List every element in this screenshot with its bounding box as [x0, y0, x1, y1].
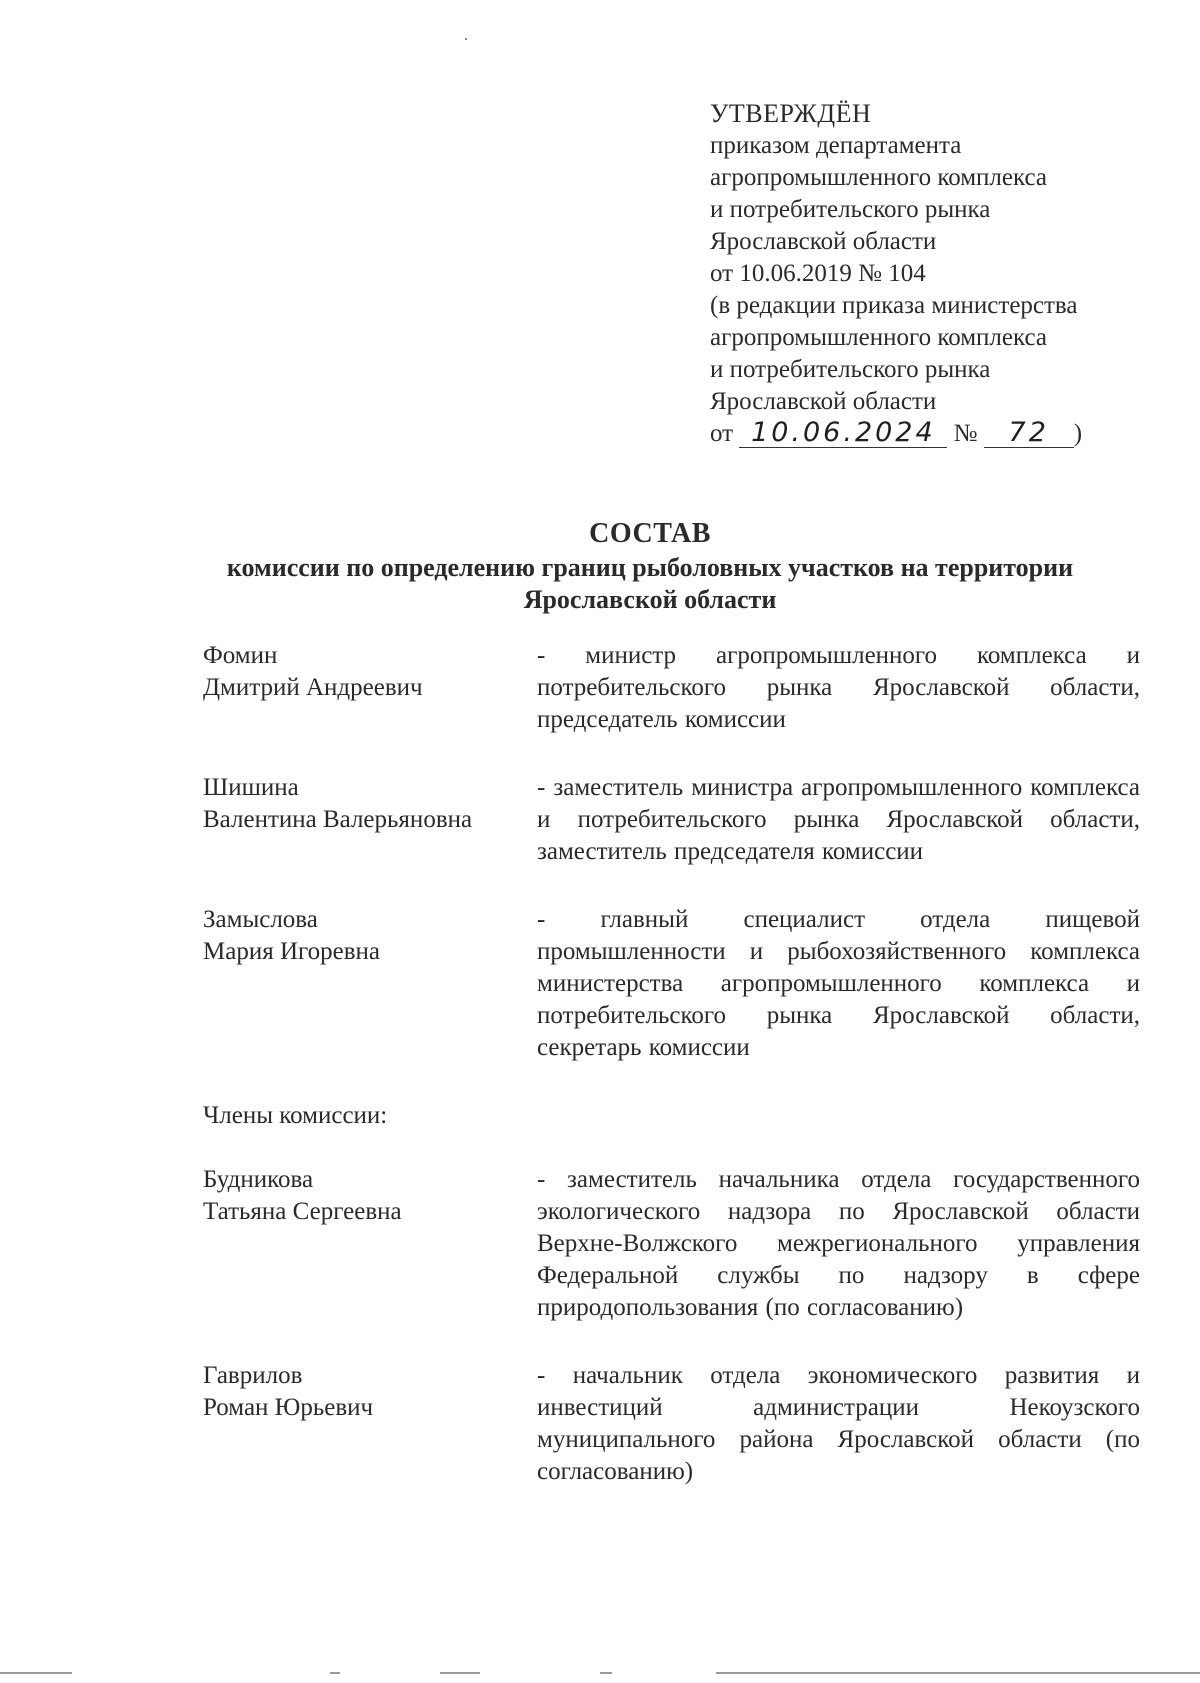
scan-mark — [330, 1672, 340, 1674]
member-entry-secretary — [203, 904, 1140, 1064]
member-name — [203, 1360, 537, 1488]
title-subtitle-line-1: комиссии по определению границ рыболовных участков на территории — [226, 553, 1074, 582]
approval-heading: УТВЕРЖДЁН — [710, 99, 872, 128]
member-given-names: Валентина Валерьяновна — [203, 806, 473, 833]
members-section-label: Члены комиссии: — [203, 1102, 388, 1129]
approval-line: приказом департамента — [710, 132, 962, 159]
title-subtitle-line-2: Ярославской области — [523, 585, 777, 614]
member-given-names: Мария Игоревна — [203, 938, 381, 965]
member-surname: Гаврилов — [203, 1362, 303, 1389]
handwritten-number: 72 — [984, 419, 1074, 448]
approval-stamp-block — [710, 98, 1170, 450]
member-surname: Будникова — [203, 1166, 314, 1193]
member-given-names: Роман Юрьевич — [203, 1394, 374, 1421]
closing-paren: ) — [1073, 420, 1083, 447]
approval-line: и потребительского рынка — [710, 196, 991, 223]
approval-line: и потребительского рынка — [710, 356, 991, 383]
member-entry-chair — [203, 640, 1140, 736]
member-name — [203, 772, 537, 868]
approval-line: агропромышленного комплекса — [710, 164, 1048, 191]
title-main: СОСТАВ — [589, 518, 711, 549]
approval-line: Ярославской области — [710, 388, 937, 415]
member-surname: Шишина — [203, 774, 299, 801]
number-sign: № — [953, 420, 978, 447]
member-role: - министр агропромышленного комплекса и потребительского рынка Ярославской области, председатель комиссии — [537, 642, 1140, 733]
member-name — [203, 1164, 537, 1324]
approval-line: Ярославской области — [710, 228, 937, 255]
member-surname: Замыслова — [203, 906, 318, 933]
commission-composition — [203, 640, 1140, 1524]
scan-mark — [440, 1672, 480, 1674]
handwritten-date: 10.06.2024 — [739, 419, 947, 448]
member-entry — [203, 1164, 1140, 1324]
amendment-prefix: от — [710, 420, 734, 447]
member-role: - заместитель министра агропромышленного комплекса и потребительского рынка Ярославской области, заместитель председателя комиссии — [537, 774, 1140, 865]
member-given-names: Татьяна Сергеевна — [203, 1198, 402, 1225]
scan-mark — [716, 1672, 1200, 1674]
scan-mark — [0, 1672, 72, 1674]
approval-line: (в редакции приказа министерства — [710, 292, 1078, 319]
member-role: - заместитель начальника отдела государственного экологического надзора по Ярославской области Верхне-Волжского межрегионального управления Федеральной службы по надзору в сфере природопользования (по согласованию) — [537, 1166, 1140, 1321]
member-entry — [203, 1360, 1140, 1488]
member-surname: Фомин — [203, 642, 278, 669]
member-role: - начальник отдела экономического развития и инвестиций администрации Некоузского муниципального района Ярославской области (по согласованию) — [537, 1362, 1140, 1485]
document-title — [150, 516, 1150, 616]
member-given-names: Дмитрий Андреевич — [203, 674, 423, 701]
scan-mark — [600, 1672, 612, 1674]
member-entry-deputy-chair — [203, 772, 1140, 868]
scan-speck — [465, 38, 467, 40]
scan-edge-marks — [0, 1672, 1200, 1678]
member-name — [203, 640, 537, 736]
approval-line: агропромышленного комплекса — [710, 324, 1048, 351]
amendment-line — [710, 418, 1170, 450]
member-name — [203, 904, 537, 1064]
member-role: - главный специалист отдела пищевой промышленности и рыбохозяйственного комплекса министерства агропромышленного комплекса и потребительского рынка Ярославской области, секретарь комиссии — [537, 906, 1140, 1061]
approval-line: от 10.06.2019 № 104 — [710, 260, 926, 287]
